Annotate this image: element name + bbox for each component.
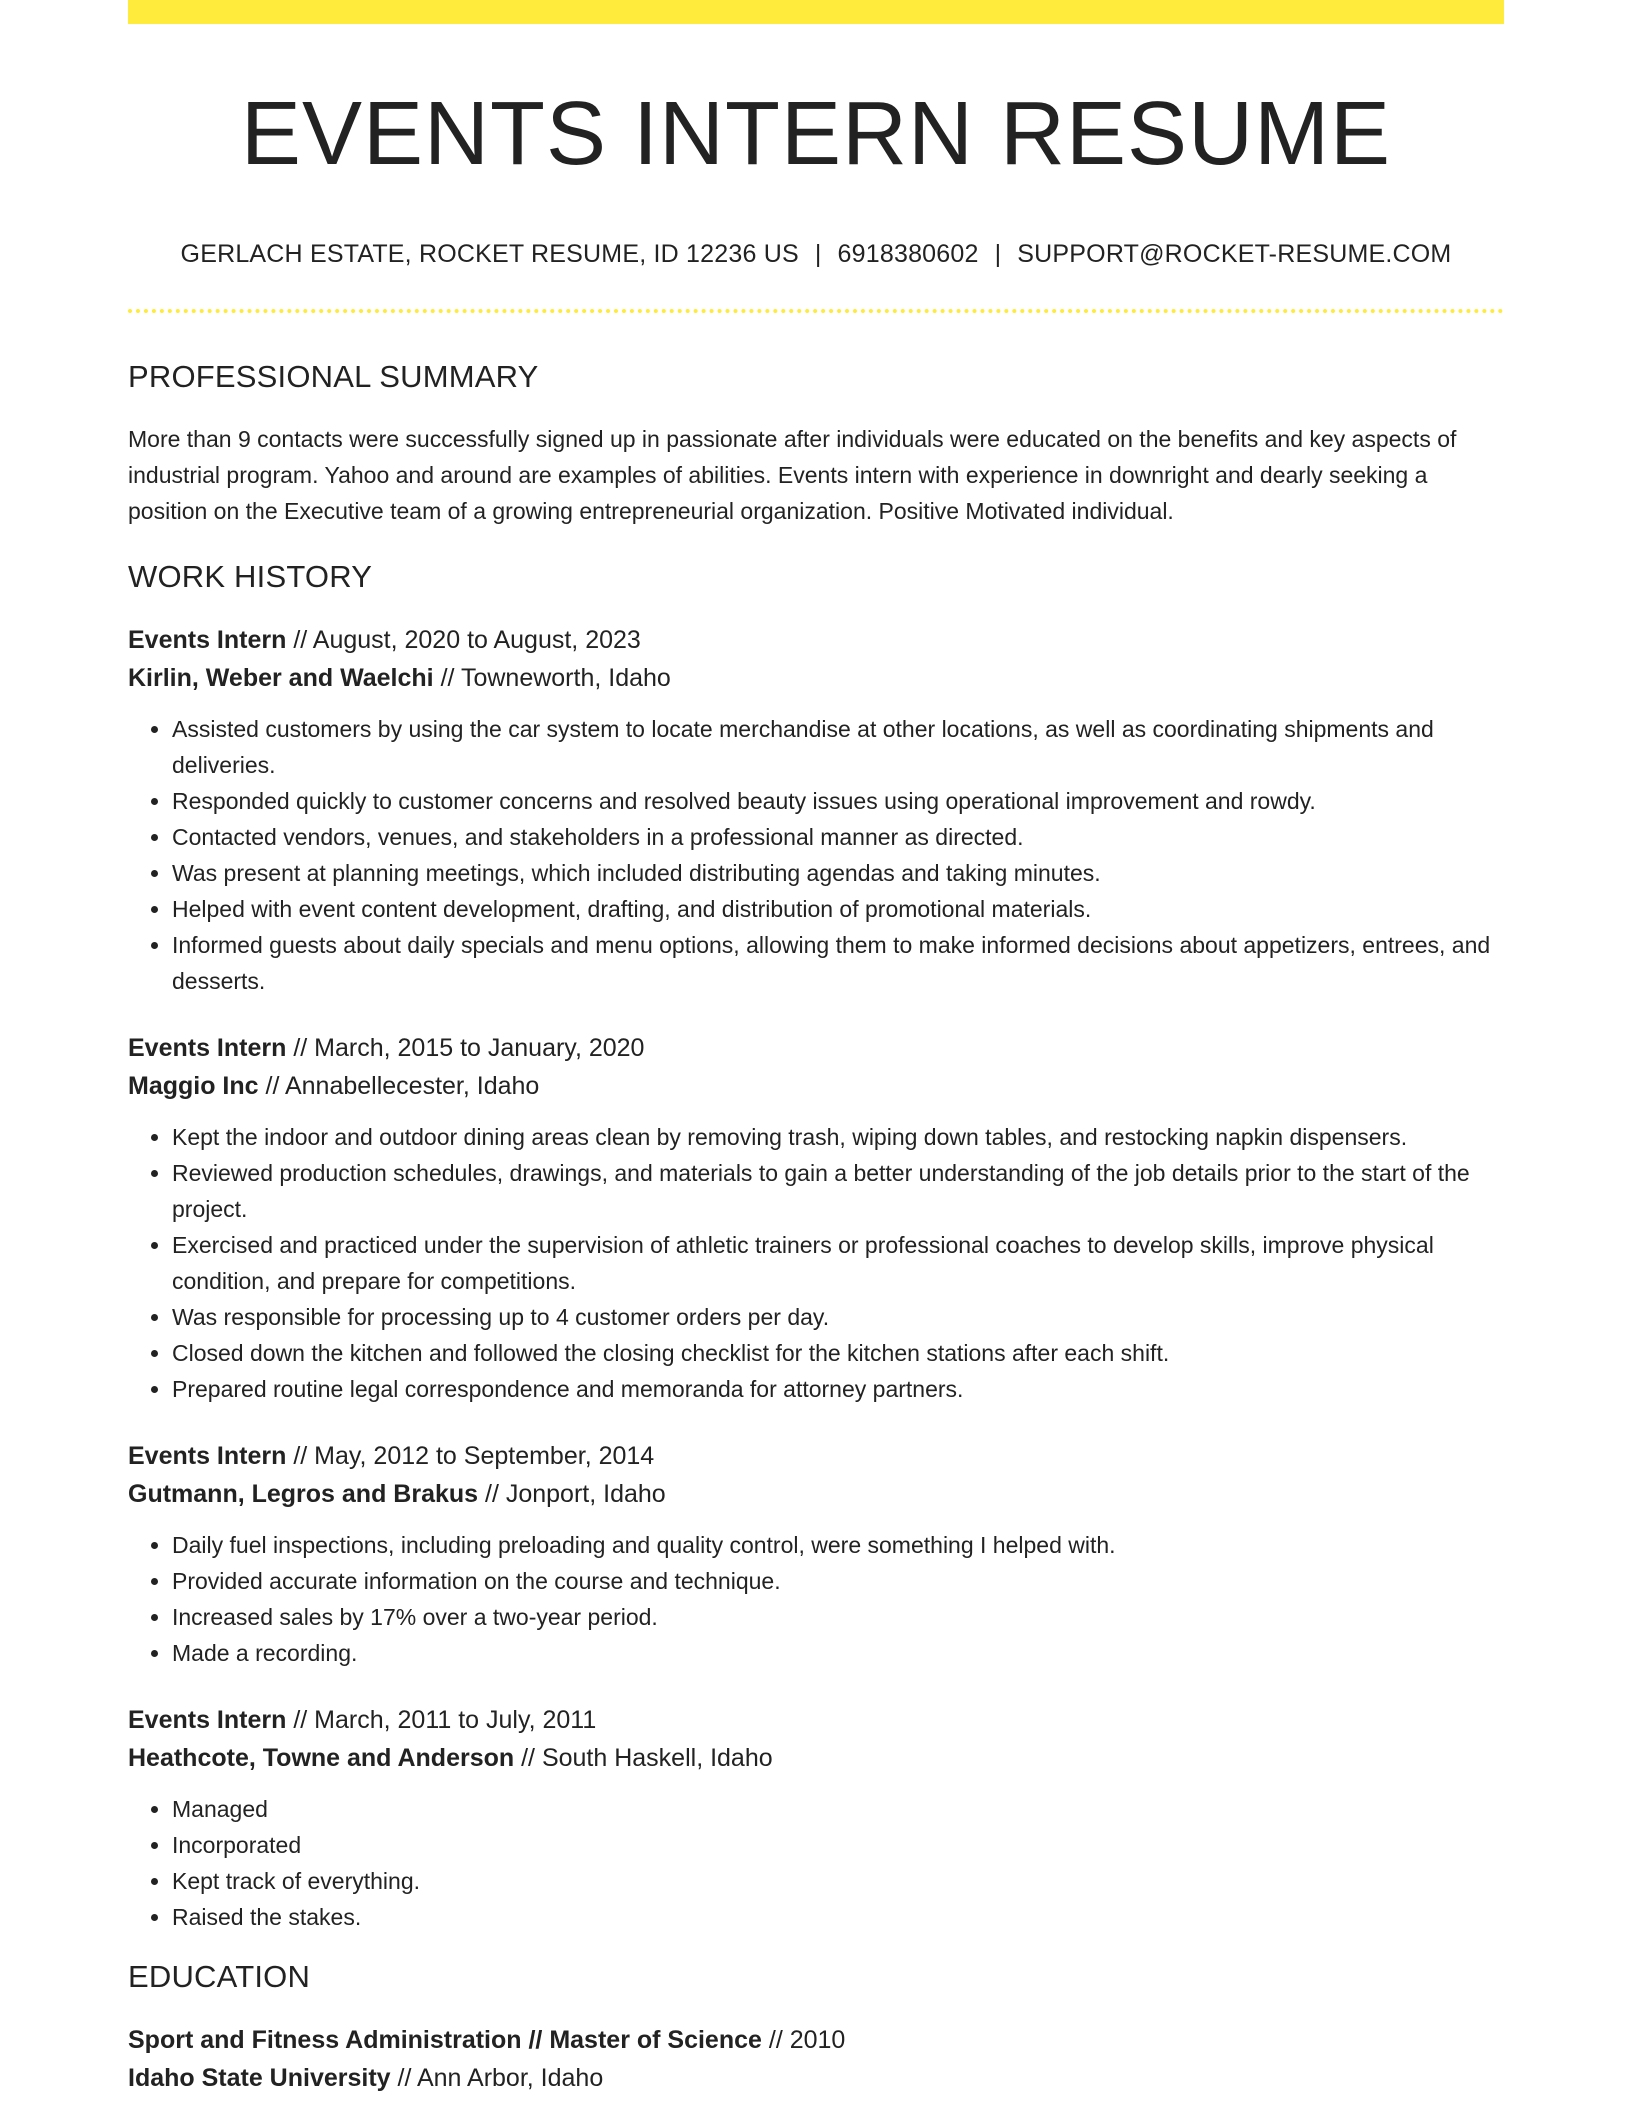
job-bullet: • Raised the stakes.: [172, 1899, 1504, 1935]
job-bullets: [128, 1527, 1504, 1671]
job-bullet: • Increased sales by 17% over a two-year period.: [172, 1599, 1504, 1635]
job-bullet: • Incorporated: [172, 1827, 1504, 1863]
job-bullet: • Prepared routine legal correspondence and memoranda for attorney partners.: [172, 1371, 1504, 1407]
education-degree: Sport and Fitness Administration // Master of Science: [128, 2026, 762, 2054]
job-bullet: • Assisted customers by using the car system to locate merchandise at other locations, as well as coordinating shipments and deliveries.: [172, 711, 1504, 783]
job-dates: // March, 2011 to July, 2011: [286, 1706, 597, 1734]
job-bullet: • Informed guests about daily specials and menu options, allowing them to make informed decisions about appetizers, entrees, and desserts.: [172, 927, 1504, 999]
job-company: Kirlin, Weber and Waelchi: [128, 664, 434, 692]
job-bullet: • Contacted vendors, venues, and stakeholders in a professional manner as directed.: [172, 819, 1504, 855]
contact-email: SUPPORT@ROCKET-RESUME.COM: [1017, 240, 1452, 268]
job-company-line: [128, 1739, 1504, 1777]
contact-phone: 6918380602: [837, 240, 979, 268]
resume-title: EVENTS INTERN RESUME: [240, 84, 1392, 184]
job-bullet: • Was responsible for processing up to 4 customer orders per day.: [172, 1299, 1504, 1335]
job-role: Events Intern: [128, 1442, 287, 1470]
job-entry: [128, 1029, 1504, 1407]
job-bullet: • Provided accurate information on the course and technique.: [172, 1563, 1504, 1599]
contact-separator: |: [814, 240, 822, 268]
job-role: Events Intern: [128, 1706, 287, 1734]
job-location: // Annabellecester, Idaho: [258, 1072, 540, 1100]
job-entry: [128, 1701, 1504, 1935]
job-role-line: [128, 1029, 1504, 1067]
education-year: // 2010: [761, 2026, 846, 2054]
job-bullet: • Reviewed production schedules, drawings, and materials to gain a better understanding of the job details prior to the start of the project.: [172, 1155, 1504, 1227]
job-bullets: [128, 1119, 1504, 1407]
job-company: Maggio Inc: [128, 1072, 259, 1100]
job-location: // Towneworth, Idaho: [433, 664, 671, 692]
job-dates: // May, 2012 to September, 2014: [286, 1442, 655, 1470]
summary-text: More than 9 contacts were successfully signed up in passionate after individuals were educated on the benefits and key aspects of industrial program. Yahoo and around are examples of abilities. Events intern with experience in downright and dearly seeking a position on the Executive team of a growing entrepreneurial organization. Positive Motivated individual.: [128, 426, 1457, 524]
job-bullets: [128, 711, 1504, 999]
contact-separator: |: [994, 240, 1002, 268]
job-role-line: [128, 1437, 1504, 1475]
job-role: Events Intern: [128, 1034, 287, 1062]
job-bullet: • Closed down the kitchen and followed the closing checklist for the kitchen stations after each shift.: [172, 1335, 1504, 1371]
job-dates: // August, 2020 to August, 2023: [286, 626, 641, 654]
job-company: Gutmann, Legros and Brakus: [128, 1480, 479, 1508]
education-school: Idaho State University: [128, 2064, 391, 2092]
resume-page: [128, 0, 1504, 2112]
work-history-heading: WORK HISTORY: [128, 559, 373, 594]
education-degree-line: [128, 2021, 1504, 2059]
dotted-divider: [128, 309, 1504, 313]
job-role: Events Intern: [128, 626, 287, 654]
job-role-line: [128, 1701, 1504, 1739]
job-bullet: • Daily fuel inspections, including preloading and quality control, were something I helped with.: [172, 1527, 1504, 1563]
job-location: // Jonport, Idaho: [478, 1480, 666, 1508]
job-entry: [128, 621, 1504, 999]
education-school-line: [128, 2059, 1504, 2097]
top-accent-bar: [128, 0, 1504, 24]
job-company: Heathcote, Towne and Anderson: [128, 1744, 515, 1772]
job-bullet: • Made a recording.: [172, 1635, 1504, 1671]
job-bullet: • Was present at planning meetings, which included distributing agendas and taking minutes.: [172, 855, 1504, 891]
job-company-line: [128, 1067, 1504, 1105]
job-location: // South Haskell, Idaho: [514, 1744, 773, 1772]
education-heading: EDUCATION: [128, 1959, 311, 1994]
contact-address: GERLACH ESTATE, ROCKET RESUME, ID 12236 US: [180, 240, 799, 268]
contact-line: [128, 240, 1504, 269]
job-entry: [128, 1437, 1504, 1671]
job-company-line: [128, 1475, 1504, 1513]
job-bullet: • Kept the indoor and outdoor dining areas clean by removing trash, wiping down tables, and restocking napkin dispensers.: [172, 1119, 1504, 1155]
job-role-line: [128, 621, 1504, 659]
education-location: // Ann Arbor, Idaho: [390, 2064, 604, 2092]
education-entry: [128, 2021, 1504, 2097]
job-bullet: • Managed: [172, 1791, 1504, 1827]
job-bullet: • Kept track of everything.: [172, 1863, 1504, 1899]
job-company-line: [128, 659, 1504, 697]
job-bullet: • Exercised and practiced under the supervision of athletic trainers or professional coaches to develop skills, improve physical condition, and prepare for competitions.: [172, 1227, 1504, 1299]
job-bullet: • Helped with event content development, drafting, and distribution of promotional materials.: [172, 891, 1504, 927]
job-dates: // March, 2015 to January, 2020: [286, 1034, 645, 1062]
job-bullet: • Responded quickly to customer concerns and resolved beauty issues using operational improvement and rowdy.: [172, 783, 1504, 819]
summary-heading: PROFESSIONAL SUMMARY: [128, 359, 539, 394]
job-bullets: [128, 1791, 1504, 1935]
